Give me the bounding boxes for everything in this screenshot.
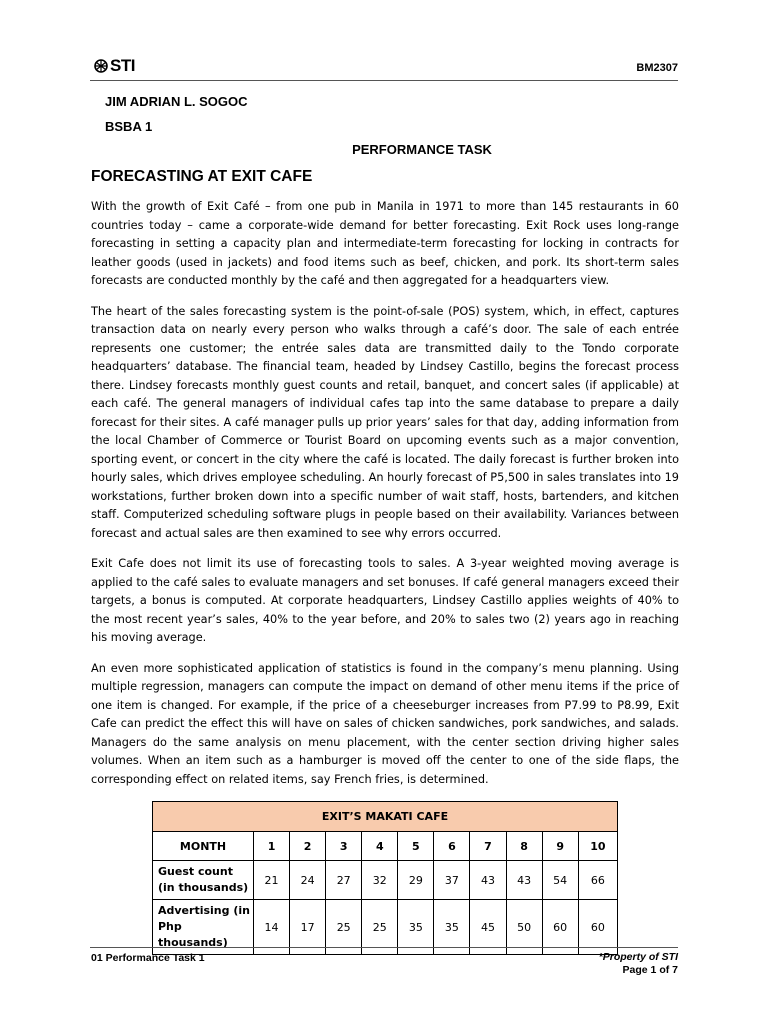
header-cell: 10 [578,832,617,861]
footer-task-label: 01 Performance Task 1 [91,952,205,964]
table-cell: 60 [578,900,617,955]
table-cell: 25 [326,900,362,955]
table-header-row [153,832,618,861]
row-label: Advertising (in Php thousands) [153,900,254,955]
header-cell: 7 [470,832,506,861]
page-number: Page 1 of 7 [622,964,678,976]
header-cell: 1 [254,832,290,861]
student-name: JIM ADRIAN L. SOGOC [105,94,248,109]
header-cell: 4 [362,832,398,861]
property-notice: *Property of STI [598,951,678,963]
data-table [152,801,618,955]
table-cell: 21 [254,861,290,900]
row-label: Guest count (in thousands) [153,861,254,900]
paragraph: Exit Cafe does not limit its use of forecasting tools to sales. A 3-year weighted moving average is applied to the café sales to evaluate managers and set bonuses. If café general managers exceed their targets, a bonus is computed. At corporate headquarters, Lindsey Castillo applies weights of 40% to the most recent year’s sales, 40% to the year before, and 20% to sales two (2) years ago in reaching his moving average. [91,557,679,644]
header-cell: 9 [542,832,578,861]
table-cell: 50 [506,900,542,955]
table-cell: 24 [290,861,326,900]
table-cell: 25 [362,900,398,955]
header-cell: 3 [326,832,362,861]
document-code: BM2307 [636,62,678,74]
paragraph: An even more sophisticated application of statistics is found in the company’s menu planning. Using multiple regression, managers can compute the impact on demand of other menu items if the price of one item is changed. For example, if the price of a cheeseburger increases from P7.99 to P8.99, Exit Cafe can predict the effect this will have on sales of chicken sandwiches, pork sandwiches, and salads. Managers do the same analysis on menu placement, with the center section driving higher sales volumes. When an item such as a hamburger is moved off the center to one of the side flaps, the corresponding effect on related items, say French fries, is determined. [91,661,679,786]
table-cell: 27 [326,861,362,900]
table-cell: 37 [434,861,470,900]
header-cell: 2 [290,832,326,861]
logo-text: STI [110,56,135,75]
footer-right [599,951,678,977]
sti-logo [94,56,135,76]
footer-divider [90,947,678,948]
table-caption: EXIT’S MAKATI CAFE [153,802,618,832]
header-cell: MONTH [153,832,254,861]
table-row [153,861,618,900]
task-title: PERFORMANCE TASK [352,142,492,157]
paragraph: With the growth of Exit Café – from one pub in Manila in 1971 to more than 145 restaurants in 60 countries today – came a corporate-wide demand for better forecasting. Exit Rock uses long-range forecasting in setting a capacity plan and intermediate-term forecasting for locking in contracts for leather goods (used in jackets) and food items such as beef, chicken, and pork. Its short-term sales forecasts are conducted monthly by the café and then aggregated for a headquarters view. [91,200,679,287]
table-cell: 17 [290,900,326,955]
body-text [91,198,679,801]
table-cell: 43 [506,861,542,900]
table-cell: 54 [542,861,578,900]
table-cell: 14 [254,900,290,955]
table-cell: 35 [398,900,434,955]
table-cell: 66 [578,861,617,900]
main-title: FORECASTING AT EXIT CAFE [91,168,313,185]
table-cell: 32 [362,861,398,900]
paragraph: The heart of the sales forecasting system is the point-of-sale (POS) system, which, in effect, captures transaction data on nearly every person who walks through a café’s door. The sale of each entrée represents one customer; the entrée sales data are transmitted daily to the Tondo corporate headquarters’ database. The financial team, headed by Lindsey Castillo, begins the forecast process there. Lindsey forecasts monthly guest counts and retail, banquet, and concert sales (if applicable) at each café. The general managers of individual cafes tap into the same database to prepare a daily forecast for their sites. A café manager pulls up prior years’ sales for that day, adding information from the local Chamber of Commerce or Tourist Board on upcoming events such as a major convention, sporting event, or concert in the city where the café is located. The daily forecast is further broken into hourly sales, which drives employee scheduling. An hourly forecast of P5,500 in sales translates into 19 workstations, further broken down into a specific number of wait staff, hosts, bartenders, and kitchen staff. Computerized scheduling software plugs in people based on their availability. Variances between forecast and actual sales are then examined to see why errors occurred. [91,304,679,540]
header-cell: 8 [506,832,542,861]
table-cell: 43 [470,861,506,900]
table-cell: 45 [470,900,506,955]
table-cell: 35 [434,900,470,955]
header-cell: 5 [398,832,434,861]
table-cell: 29 [398,861,434,900]
header-cell: 6 [434,832,470,861]
table-cell: 60 [542,900,578,955]
header-divider [90,80,678,81]
student-course: BSBA 1 [105,119,153,134]
sti-logo-icon [94,59,108,73]
